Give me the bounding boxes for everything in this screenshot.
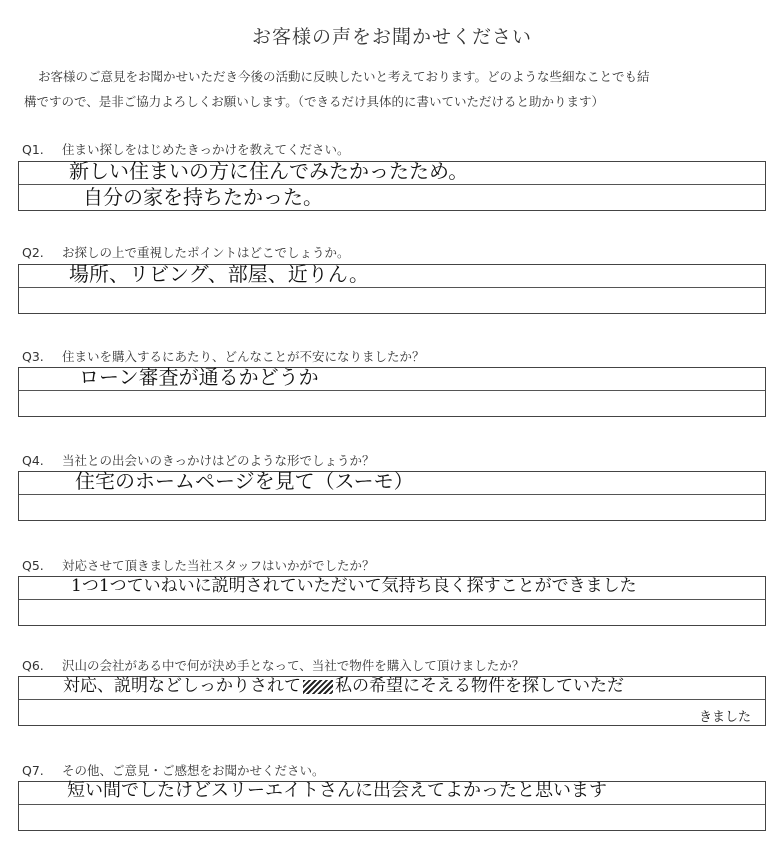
handwritten-answer-line-1	[63, 675, 624, 697]
ruled-line	[19, 494, 765, 495]
page-title: お客様の声をお聞かせください	[251, 26, 532, 48]
answer-box-5[interactable]	[18, 576, 766, 626]
question-text: 沢山の会社がある中で何が決め手となって、当社で物件を購入して頂けましたか？	[62, 658, 525, 673]
question-4	[22, 451, 375, 469]
scribble-mark	[303, 680, 333, 694]
intro-line-2: 構ですので、是非ご協力よろしくお願いします。（できるだけ具体的に書いていただけると助かります）	[24, 94, 605, 109]
question-7	[22, 761, 325, 779]
question-number: Q2.	[22, 245, 44, 260]
answer-box-2[interactable]	[18, 264, 766, 314]
handwritten-answer-line-1: 新しい住まいの方に住んでみたかったため。	[69, 159, 469, 183]
answer-box-7[interactable]	[18, 781, 766, 831]
handwritten-answer-line-1: 短い間でしたけどスリーエイトさんに出会えてよかったと思います	[67, 780, 607, 801]
question-1	[22, 140, 350, 158]
question-5	[22, 556, 375, 574]
question-number: Q4.	[22, 453, 44, 468]
handwritten-answer-line-1: ローン審査が通るかどうか	[79, 365, 319, 389]
answer-box-3[interactable]	[18, 367, 766, 417]
answer-segment: 対応、説明などしっかりされて	[63, 676, 301, 696]
ruled-line	[19, 599, 765, 600]
ruled-line	[19, 699, 765, 700]
question-number: Q5.	[22, 558, 44, 573]
handwritten-answer-line-2: 自分の家を持ちたかった。	[83, 185, 323, 209]
ruled-line	[19, 804, 765, 805]
handwritten-answer-line-1: 住宅のホームページを見て（スーモ）	[75, 469, 414, 493]
question-text: お探しの上で重視したポイントはどこでしょうか。	[62, 245, 350, 260]
answer-box-1[interactable]	[18, 161, 766, 211]
question-6	[22, 656, 524, 674]
answer-box-4[interactable]	[18, 471, 766, 521]
question-number: Q6.	[22, 658, 44, 673]
question-2	[22, 243, 350, 261]
question-3	[22, 347, 425, 365]
intro-line-1: お客様のご意見をお聞かせいただき今後の活動に反映したいと考えております。どのような些細なことでも結	[38, 69, 650, 84]
question-text: その他、ご意見・ご感想をお聞かせください。	[62, 763, 325, 778]
ruled-line	[19, 390, 765, 391]
ruled-line	[19, 287, 765, 288]
handwritten-answer-line-2: きました	[698, 710, 751, 725]
question-number: Q1.	[22, 142, 44, 157]
handwritten-answer-line-1: 1つ1つていねいに説明されていただいて気持ち良く探すことができました	[71, 576, 637, 596]
answer-segment: 私の希望にそえる物件を探していただ	[335, 676, 624, 696]
answer-box-6[interactable]	[18, 676, 766, 726]
question-text: 当社との出会いのきっかけはどのような形でしょうか？	[62, 453, 375, 468]
question-text: 住まいを購入するにあたり、どんなことが不安になりましたか？	[62, 349, 425, 364]
question-text: 住まい探しをはじめたきっかけを教えてください。	[62, 142, 350, 157]
question-number: Q3.	[22, 349, 44, 364]
question-number: Q7.	[22, 763, 44, 778]
question-text: 対応させて頂きました当社スタッフはいかがでしたか？	[62, 558, 375, 573]
intro-text	[24, 64, 766, 114]
handwritten-answer-line-1: 場所、リビング、部屋、近りん。	[69, 262, 369, 286]
